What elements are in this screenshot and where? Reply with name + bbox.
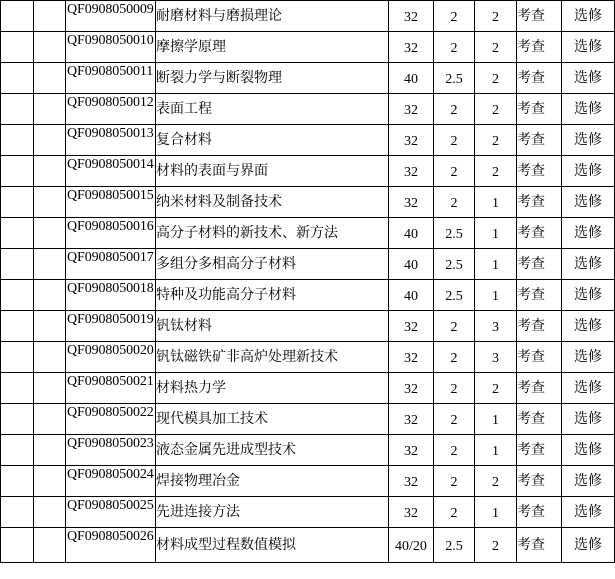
course-name-cell: 复合材料 [156,125,389,156]
category-cell [1,528,34,563]
credits-cell: 2 [434,373,475,404]
course-type-cell: 选修 [562,32,615,63]
category-cell [1,466,34,497]
course-name-cell: 液态金属先进成型技术 [156,435,389,466]
table-row [1,311,615,342]
semester-cell: 1 [475,497,517,528]
hours-cell: 32 [389,125,434,156]
hours-cell: 40/20 [389,528,434,563]
table-row [1,466,615,497]
course-code-cell: QF0908050015 [66,187,156,218]
credits-cell: 2 [434,404,475,435]
table-row [1,404,615,435]
table-row [1,435,615,466]
credits-cell: 2.5 [434,280,475,311]
credits-cell: 2.5 [434,249,475,280]
course-code-cell: QF0908050010 [66,32,156,63]
course-name-cell: 多组分多相高分子材料 [156,249,389,280]
course-name-cell: 材料的表面与界面 [156,156,389,187]
course-type-cell: 选修 [562,63,615,94]
subcategory-cell [34,435,66,466]
course-type-cell: 选修 [562,311,615,342]
course-name-cell: 材料成型过程数值模拟 [156,528,389,563]
course-code-cell: QF0908050019 [66,311,156,342]
credits-cell: 2.5 [434,218,475,249]
table-row [1,528,615,563]
hours-cell: 32 [389,94,434,125]
hours-cell: 32 [389,342,434,373]
category-cell [1,435,34,466]
subcategory-cell [34,497,66,528]
course-code-cell: QF0908050013 [66,125,156,156]
semester-cell: 1 [475,280,517,311]
credits-cell: 2 [434,94,475,125]
category-cell [1,280,34,311]
category-cell [1,125,34,156]
credits-cell: 2.5 [434,528,475,563]
course-type-cell: 选修 [562,156,615,187]
subcategory-cell [34,404,66,435]
assessment-cell: 考查 [517,466,562,497]
subcategory-cell [34,1,66,32]
course-code-cell: QF0908050022 [66,404,156,435]
course-name-cell: 钒钛磁铁矿非高炉处理新技术 [156,342,389,373]
category-cell [1,373,34,404]
subcategory-cell [34,528,66,563]
hours-cell: 32 [389,497,434,528]
category-cell [1,342,34,373]
course-type-cell: 选修 [562,280,615,311]
category-cell [1,249,34,280]
table-row [1,342,615,373]
course-name-cell: 断裂力学与断裂物理 [156,63,389,94]
course-type-cell: 选修 [562,249,615,280]
course-code-cell: QF0908050011 [66,63,156,94]
course-type-cell: 选修 [562,497,615,528]
table-row [1,497,615,528]
course-code-cell: QF0908050020 [66,342,156,373]
course-name-cell: 现代模具加工技术 [156,404,389,435]
course-name-cell: 表面工程 [156,94,389,125]
assessment-cell: 考查 [517,94,562,125]
course-type-cell: 选修 [562,528,615,563]
course-code-cell: QF0908050017 [66,249,156,280]
semester-cell: 3 [475,342,517,373]
subcategory-cell [34,249,66,280]
course-code-cell: QF0908050026 [66,528,156,563]
semester-cell: 2 [475,1,517,32]
subcategory-cell [34,32,66,63]
assessment-cell: 考查 [517,1,562,32]
credits-cell: 2 [434,435,475,466]
course-code-cell: QF0908050009 [66,1,156,32]
table-row [1,373,615,404]
semester-cell: 2 [475,156,517,187]
hours-cell: 32 [389,466,434,497]
course-type-cell: 选修 [562,1,615,32]
course-code-cell: QF0908050014 [66,156,156,187]
course-code-cell: QF0908050024 [66,466,156,497]
course-name-cell: 钒钛材料 [156,311,389,342]
course-code-cell: QF0908050021 [66,373,156,404]
category-cell [1,311,34,342]
course-type-cell: 选修 [562,342,615,373]
course-code-cell: QF0908050023 [66,435,156,466]
course-name-cell: 高分子材料的新技术、新方法 [156,218,389,249]
credits-cell: 2 [434,125,475,156]
semester-cell: 1 [475,187,517,218]
table-row [1,94,615,125]
subcategory-cell [34,125,66,156]
credits-cell: 2 [434,187,475,218]
course-code-cell: QF0908050018 [66,280,156,311]
assessment-cell: 考查 [517,249,562,280]
credits-cell: 2 [434,32,475,63]
subcategory-cell [34,218,66,249]
subcategory-cell [34,280,66,311]
hours-cell: 32 [389,156,434,187]
assessment-cell: 考查 [517,373,562,404]
semester-cell: 2 [475,466,517,497]
category-cell [1,94,34,125]
credits-cell: 2 [434,156,475,187]
subcategory-cell [34,373,66,404]
semester-cell: 2 [475,94,517,125]
subcategory-cell [34,156,66,187]
assessment-cell: 考查 [517,125,562,156]
table-row [1,187,615,218]
semester-cell: 2 [475,373,517,404]
semester-cell: 1 [475,249,517,280]
subcategory-cell [34,94,66,125]
assessment-cell: 考查 [517,187,562,218]
subcategory-cell [34,187,66,218]
credits-cell: 2 [434,497,475,528]
table-row [1,218,615,249]
course-code-cell: QF0908050016 [66,218,156,249]
assessment-cell: 考查 [517,156,562,187]
assessment-cell: 考查 [517,435,562,466]
semester-cell: 1 [475,435,517,466]
course-type-cell: 选修 [562,373,615,404]
semester-cell: 1 [475,218,517,249]
credits-cell: 2 [434,466,475,497]
subcategory-cell [34,311,66,342]
assessment-cell: 考查 [517,497,562,528]
assessment-cell: 考查 [517,32,562,63]
table-row [1,249,615,280]
table-row [1,156,615,187]
semester-cell: 2 [475,63,517,94]
category-cell [1,187,34,218]
course-name-cell: 特种及功能高分子材料 [156,280,389,311]
table-row [1,32,615,63]
semester-cell: 1 [475,404,517,435]
semester-cell: 2 [475,528,517,563]
hours-cell: 32 [389,435,434,466]
hours-cell: 32 [389,373,434,404]
category-cell [1,404,34,435]
course-type-cell: 选修 [562,435,615,466]
hours-cell: 32 [389,404,434,435]
assessment-cell: 考查 [517,311,562,342]
credits-cell: 2 [434,1,475,32]
assessment-cell: 考查 [517,280,562,311]
hours-cell: 40 [389,280,434,311]
semester-cell: 3 [475,311,517,342]
course-type-cell: 选修 [562,94,615,125]
assessment-cell: 考查 [517,342,562,373]
table-row [1,125,615,156]
course-name-cell: 焊接物理冶金 [156,466,389,497]
assessment-cell: 考查 [517,404,562,435]
category-cell [1,32,34,63]
credits-cell: 2 [434,342,475,373]
course-name-cell: 先进连接方法 [156,497,389,528]
course-name-cell: 纳米材料及制备技术 [156,187,389,218]
course-name-cell: 材料热力学 [156,373,389,404]
category-cell [1,497,34,528]
credits-cell: 2 [434,311,475,342]
hours-cell: 32 [389,32,434,63]
course-type-cell: 选修 [562,404,615,435]
course-name-cell: 耐磨材料与磨损理论 [156,1,389,32]
course-code-cell: QF0908050025 [66,497,156,528]
category-cell [1,156,34,187]
category-cell [1,218,34,249]
hours-cell: 32 [389,311,434,342]
category-cell [1,1,34,32]
subcategory-cell [34,342,66,373]
table-row [1,280,615,311]
semester-cell: 2 [475,125,517,156]
course-type-cell: 选修 [562,125,615,156]
assessment-cell: 考查 [517,218,562,249]
credits-cell: 2.5 [434,63,475,94]
table-body [1,1,615,563]
course-code-cell: QF0908050012 [66,94,156,125]
hours-cell: 32 [389,1,434,32]
hours-cell: 32 [389,187,434,218]
hours-cell: 40 [389,249,434,280]
course-type-cell: 选修 [562,218,615,249]
category-cell [1,63,34,94]
subcategory-cell [34,466,66,497]
hours-cell: 40 [389,63,434,94]
course-name-cell: 摩擦学原理 [156,32,389,63]
hours-cell: 40 [389,218,434,249]
assessment-cell: 考查 [517,63,562,94]
table-row [1,63,615,94]
course-type-cell: 选修 [562,187,615,218]
subcategory-cell [34,63,66,94]
table-row [1,1,615,32]
semester-cell: 2 [475,32,517,63]
course-type-cell: 选修 [562,466,615,497]
assessment-cell: 考查 [517,528,562,563]
